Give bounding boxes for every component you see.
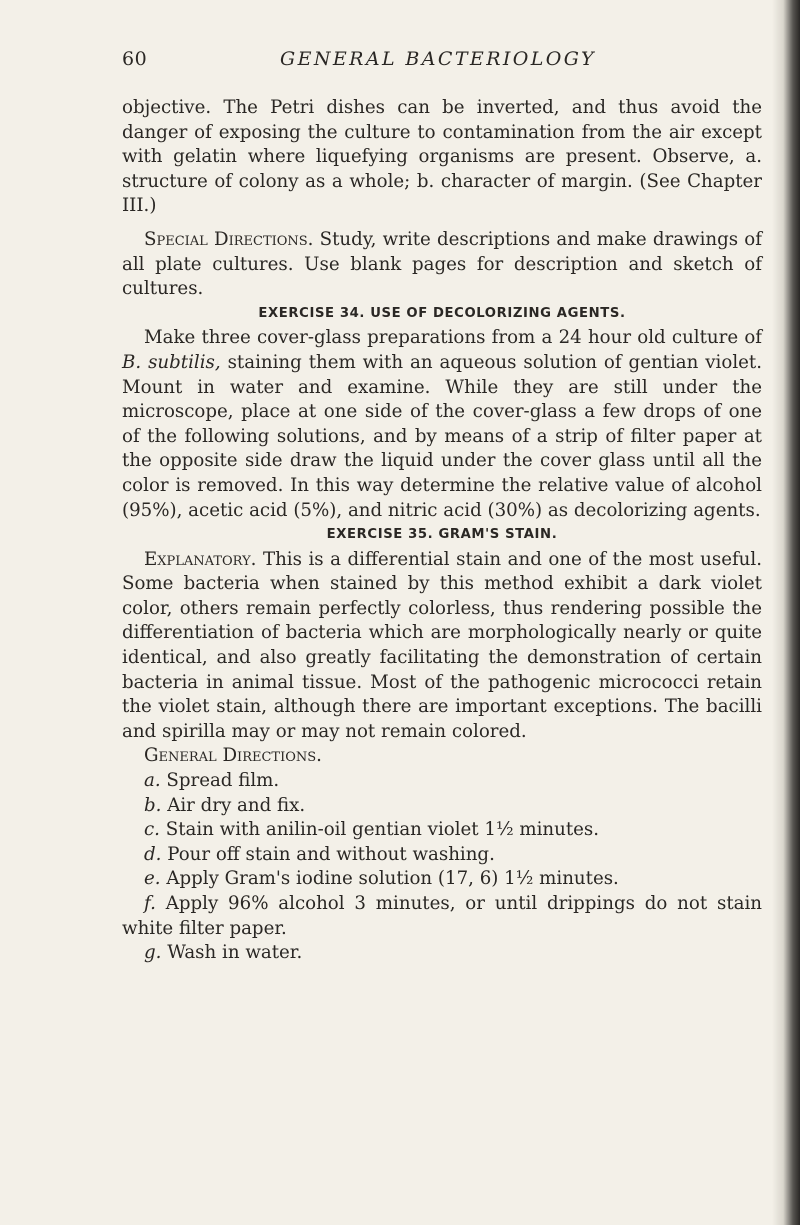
explanatory-label: Explanatory. bbox=[144, 548, 257, 570]
exercise-34-text-pre: Make three cover-glass preparations from a 24 hour old culture of bbox=[144, 327, 762, 349]
running-head: GENERAL BACTERIOLOGY bbox=[280, 48, 596, 70]
step-label: a. bbox=[144, 770, 161, 792]
list-item bbox=[122, 769, 762, 794]
list-item bbox=[122, 892, 762, 941]
special-directions-paragraph bbox=[122, 228, 762, 302]
step-text: Stain with anilin-oil gentian violet 1½ minutes. bbox=[159, 819, 600, 841]
step-label: f. bbox=[144, 893, 156, 914]
exercise-34-paragraph bbox=[122, 326, 762, 523]
page-header bbox=[122, 48, 762, 78]
step-text: Wash in water. bbox=[161, 942, 303, 964]
exercise-35-heading: EXERCISE 35. GRAM'S STAIN. bbox=[326, 527, 558, 543]
exercise-34-heading: EXERCISE 34. USE OF DECOLORIZING AGENTS. bbox=[258, 305, 626, 321]
page-number: 60 bbox=[122, 48, 148, 70]
step-text: Spread film. bbox=[160, 770, 280, 792]
step-label: g. bbox=[144, 942, 162, 964]
step-text: Pour off stain and without washing. bbox=[161, 843, 495, 865]
intro-paragraph: objective. The Petri dishes can be inverted, and thus avoid the danger of exposing the culture to contamination from the air except with gelatin where liquefying organisms are present. Observe, a. structure of colony as a whole; b. character of margin. (See Chapter III.) bbox=[122, 97, 762, 217]
step-label: d. bbox=[144, 843, 162, 865]
list-item bbox=[122, 941, 762, 966]
special-directions-label: Special Directions. bbox=[144, 228, 314, 250]
list-item bbox=[122, 867, 762, 892]
explanatory-text: This is a differential stain and one of the most useful. Some bacteria when stained by this method exhibit a dark violet color, others remain perfectly colorless, thus rendering possible the differentiation of bacteria which are morphologically nearly or quite identical, and also greatly facilitating the demonstration of certain bacteria in animal tissue. Most of the pathogenic micrococci retain the violet stain, although there are important exceptions. The bacilli and spirilla may or may not remain colored. bbox=[122, 548, 762, 742]
explanatory-paragraph bbox=[122, 548, 762, 745]
exercise-34-text-post: staining them with an aqueous solution of gentian violet. Mount in water and examine. While they are still under the microscope, place at one side of the cover-glass a few drops of one of the following solutions, and by means of a strip of filter paper at the opposite side draw the liquid under the cover glass until all the color is removed. In this way determine the relative value of alcohol (95%), acetic acid (5%), and nitric acid (30%) as decolorizing agents. bbox=[122, 351, 762, 521]
special-directions-text: Study, write descriptions and make drawings of all plate cultures. Use blank pages for description and sketch of cultures. bbox=[122, 228, 762, 300]
list-item bbox=[122, 843, 762, 868]
step-text: Apply Gram's iodine solution (17, 6) 1½ minutes. bbox=[160, 868, 619, 890]
body-text bbox=[122, 96, 762, 966]
list-item bbox=[122, 794, 762, 819]
step-text: Apply 96% alcohol 3 minutes, or until drippings do not stain white filter paper. bbox=[122, 893, 762, 939]
species-name: B. subtilis, bbox=[122, 351, 221, 373]
step-label: e. bbox=[144, 868, 161, 890]
step-label: c. bbox=[144, 819, 160, 841]
list-item bbox=[122, 818, 762, 843]
step-text: Air dry and fix. bbox=[161, 794, 306, 816]
step-label: b. bbox=[144, 794, 162, 816]
page-spine-shadow bbox=[772, 0, 800, 1225]
steps-list bbox=[122, 769, 762, 966]
general-directions-label: General Directions. bbox=[144, 745, 322, 767]
